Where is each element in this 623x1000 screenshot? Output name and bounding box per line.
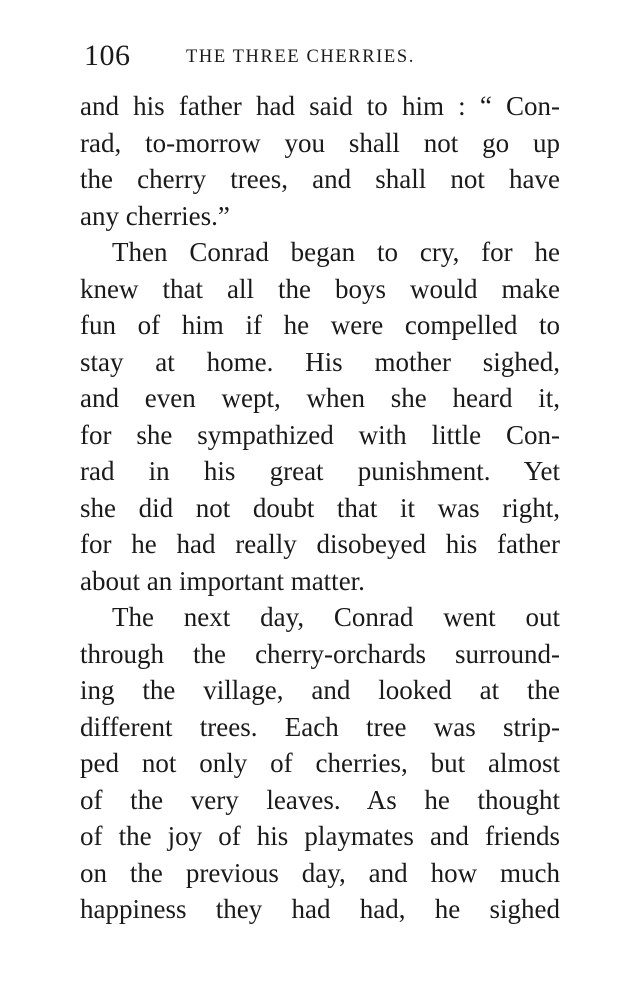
text-line: fun of him if he were compelled to <box>80 310 560 340</box>
body-text <box>80 88 560 928</box>
text-line: Then Conrad began to cry, for he <box>112 237 560 267</box>
text-line: the cherry trees, and shall not have <box>80 164 560 194</box>
text-line: rad, to-morrow you shall not go up <box>80 127 560 158</box>
page-number: 106 <box>84 39 131 72</box>
text-line: of the joy of his playmates and friends <box>80 821 560 851</box>
text-line: knew that all the boys would make <box>80 273 560 304</box>
running-title: THE THREE CHERRIES. <box>186 47 415 67</box>
text-line: The next day, Conrad went out <box>112 602 560 632</box>
text-line: any cherries.” <box>80 200 230 231</box>
text-line: for she sympathized with little Con- <box>80 419 560 450</box>
text-line: and his father had said to him : “ Con- <box>80 91 560 121</box>
text-line: of the very leaves. As he thought <box>80 784 560 815</box>
text-line: happiness they had had, he sighed <box>80 894 560 924</box>
text-line: and even wept, when she heard it, <box>80 383 560 413</box>
text-line: through the cherry-orchards surround- <box>80 638 560 669</box>
text-line: stay at home. His mother sighed, <box>80 346 560 377</box>
text-line: for he had really disobeyed his father <box>80 529 560 559</box>
text-line: ped not only of cherries, but almost <box>80 748 560 778</box>
text-line: different trees. Each tree was strip- <box>80 711 560 742</box>
page-header <box>84 38 564 74</box>
text-line: she did not doubt that it was right, <box>80 492 560 523</box>
text-line: rad in his great punishment. Yet <box>80 456 560 486</box>
text-line: ing the village, and looked at the <box>80 675 560 705</box>
text-line: on the previous day, and how much <box>80 857 560 888</box>
text-line: about an important matter. <box>80 565 365 596</box>
